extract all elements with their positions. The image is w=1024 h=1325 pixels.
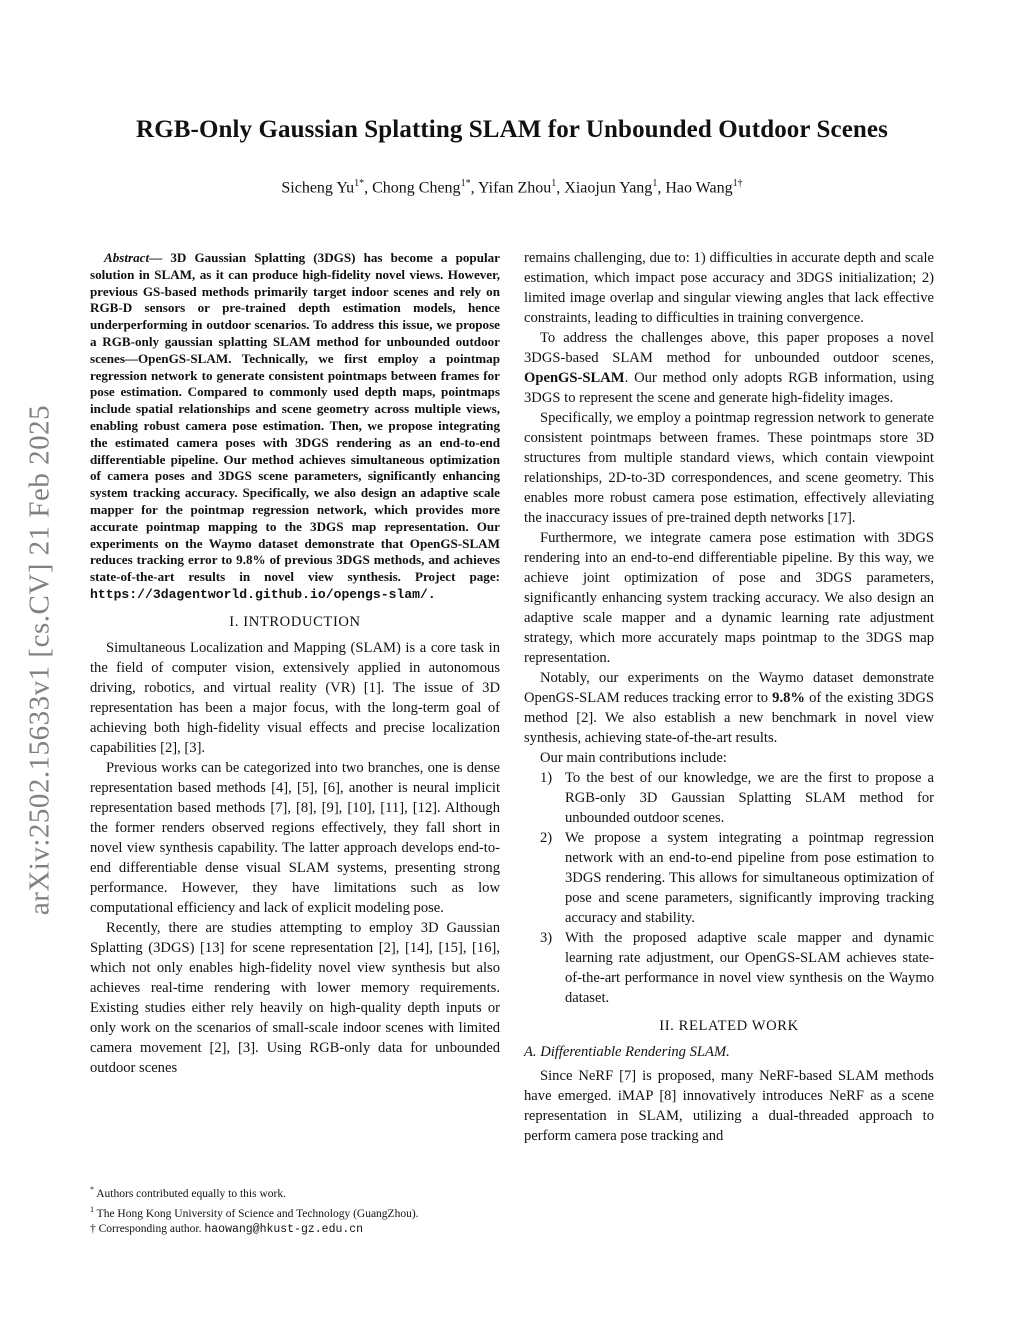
paragraph: Furthermore, we integrate camera pose estimation with 3DGS rendering into an end-to-end differentiable pipeline. By this way, we achieve joint optimization of pose and 3DGS parameters, significantly enhancing system tracking accuracy. We also design an adaptive scale mapper and a dynamic learning rate adjustment strategy, which more accurately maps pointmap to the 3DGS map representation. (524, 530, 934, 666)
list-item-text: With the proposed adaptive scale mapper and dynamic learning rate adjustment, our OpenGS-SLAM achieves state-of-the-art performance in novel view synthesis on the Waymo dataset. (565, 930, 934, 1006)
list-item-text: We propose a system integrating a pointmap regression network with an end-to-end pipeline from pose estimation to 3DGS rendering. This allows for simultaneous optimization of pose and scene parameters, significantly improving tracking accuracy and stability. (565, 830, 934, 926)
paragraph: Specifically, we employ a pointmap regression network to generate consistent pointmaps between frames. These pointmaps store 3D structures from multiple standard views, which contain viewpoint relationships, 2D-to-3D correspondences, and scene geometry. This enables more robust camera pose estimation, effectively alleviating the inaccuracy issues of pre-trained depth networks [17]. (524, 410, 934, 526)
paragraph: Previous works can be categorized into two branches, one is dense representation based methods [4], [5], [6], another is neural implicit representation based methods [7], [8], [9], [10], [11], [12]. Although the former renders observed regions effectively, they fall short in novel view synthesis capability. The latter approach develops end-to-end differentiable dense visual SLAM systems, presenting strong performance. However, they have limitations such as low computational efficiency and lack of explicit modeling pose. (90, 759, 500, 916)
paragraph: Simultaneous Localization and Mapping (SLAM) is a core task in the field of computer vision, extensively applied in autonomous driving, robotics, and virtual reality (VR) [1]. The issue of 3D representation has been a major focus, with the long-term goal of achieving both high-fidelity visual effects and precise localization capabilities [2], [3]. (90, 639, 500, 756)
list-number: 1) (540, 770, 553, 786)
corresponding-email[interactable]: haowang@hkust-gz.edu.cn (204, 1222, 364, 1236)
list-item (524, 828, 934, 928)
footnote-mark: * (90, 1185, 94, 1194)
author-name: Yifan Zhou (477, 179, 552, 197)
tracking-error-value: 9.8% (772, 690, 805, 706)
abstract (90, 250, 500, 604)
right-column (524, 248, 934, 1146)
paragraph: Since NeRF [7] is proposed, many NeRF-based SLAM methods have emerged. iMAP [8] innovatively introduces NeRF as a scene representation in SLAM, utilizing a dual-threaded approach to perform camera pose tracking and (524, 1068, 934, 1144)
contributions-intro: Our main contributions include: (540, 750, 727, 766)
author-affiliation-mark: 1* (354, 178, 365, 189)
list-number: 3) (540, 930, 553, 946)
footnote (90, 1202, 510, 1222)
paragraph: Recently, there are studies attempting to employ 3D Gaussian Splatting (3DGS) [13] for scene representation [2], [14], [15], [16], which not only enables high-fidelity novel view synthesis but also achieves real-time rendering with lower memory requirements. Existing studies either rely heavily on high-quality depth inputs or only work on the scenarios of small-scale indoor scenes with limited camera movement [2], [3]. Using RGB-only data for unbounded outdoor scenes (90, 919, 500, 1076)
footnote-text: Corresponding author. (98, 1222, 202, 1235)
footnote-mark: † (90, 1222, 96, 1235)
paragraph: remains challenging, due to: 1) difficulties in accurate depth and scale estimation, which impact pose accuracy and 3DGS initialization; 2) limited image overlap and singular viewing angles that lack effective constraints, leading to difficulties in training convergence. (524, 250, 934, 326)
paragraph (524, 328, 934, 408)
method-name: OpenGS-SLAM (524, 370, 625, 386)
author-name: Hao Wang (665, 179, 733, 197)
author-name: Xiaojun Yang (564, 179, 653, 197)
author-list: Sicheng $Yu^{1*}$, Chong Cheng$^{1*}$, Yifan Zhou$^1$, Xiaojun Yang$^1$, Hao Wang$^{1\dagger}$ (281, 178, 743, 197)
abstract-label: Abstract (104, 250, 150, 265)
author-affiliation-mark: 1† (732, 178, 743, 189)
paper-title: RGB-Only Gaussian Splatting SLAM for Unbounded Outdoor Scenes (136, 116, 888, 143)
list-item (524, 768, 934, 828)
footnote-text: Authors contributed equally to this work. (96, 1187, 286, 1200)
paragraph-text: Notably, our experiments on the Waymo dataset demonstrate OpenGS-SLAM reduces tracking error to (524, 670, 934, 706)
contributions-list (524, 768, 934, 1008)
paragraph-text: To address the challenges above, this paper proposes a novel 3DGS-based SLAM method for unbounded outdoor scenes, (524, 330, 934, 366)
project-page-link[interactable]: https://3dagentworld.github.io/opengs-slam/. (90, 586, 436, 602)
footnote-text: The Hong Kong University of Science and Technology (GuangZhou). (96, 1207, 419, 1220)
section-heading-introduction: I. INTRODUCTION (229, 613, 361, 630)
paragraph (524, 668, 934, 748)
footnote (90, 1182, 510, 1202)
list-item (524, 928, 934, 1008)
author-affiliation-mark: 1 (551, 178, 557, 189)
left-column (90, 250, 500, 1078)
paragraph-text: . Our method only adopts RGB information, using 3DGS to represent the scene and generate high-fidelity images. (524, 370, 934, 406)
list-item-text: To the best of our knowledge, we are the first to propose a RGB-only 3D Gaussian Splatting SLAM method for unbounded outdoor scenes. (565, 770, 934, 826)
arxiv-identifier: arXiv:2502.15633v1 [cs.CV] 21 Feb 2025 (23, 404, 56, 916)
author-name: Sicheng Yu (281, 179, 355, 197)
section-heading-related-work: II. RELATED WORK (659, 1018, 799, 1034)
abstract-text: — 3D Gaussian Splatting (3DGS) has become a popular solution in SLAM, as it can produce high-fidelity novel views. However, previous GS-based methods primarily target indoor scenes and rely on RGB-D sensors or pre-trained depth estimation models, hence underperforming in outdoor scenarios. To address this issue, we propose a RGB-only gaussian splatting SLAM method for unbounded outdoor scenes—OpenGS-SLAM. Technically, we first employ a pointmap regression network to generate consistent pointmaps between frames for pose estimation. Compared to commonly used depth maps, pointmaps include spatial relationships and scene geometry across multiple views, enabling robust camera pose estimation. Then, we propose integrating the estimated camera poses with 3DGS rendering as an end-to-end differentiable pipeline. Our method achieves simultaneous optimization of camera poses and 3DGS scene parameters, significantly enhancing system tracking accuracy. Specifically, we also design an adaptive scale mapper for the pointmap regression network, which provides more accurate pointmap mapping to the 3DGS map representation. Our experiments on the Waymo dataset demonstrate that OpenGS-SLAM reduces tracking error to 9.8% of previous 3DGS methods, and achieves state-of-the-art results in novel view synthesis. Project page: (90, 250, 500, 585)
footnotes (90, 1182, 510, 1237)
footnote-mark: 1 (90, 1204, 94, 1214)
list-number: 2) (540, 830, 553, 846)
subsection-heading: A. Differentiable Rendering SLAM. (524, 1044, 730, 1060)
paragraph-text: of the existing 3DGS method [2]. We also establish a new benchmark in novel view synthesis, achieving state-of-the-art results. (524, 690, 934, 746)
author-affiliation-mark: 1* (460, 178, 471, 189)
author-name: Chong Cheng (372, 179, 461, 197)
author-affiliation-mark: 1 (652, 178, 658, 189)
footnote (90, 1222, 510, 1237)
